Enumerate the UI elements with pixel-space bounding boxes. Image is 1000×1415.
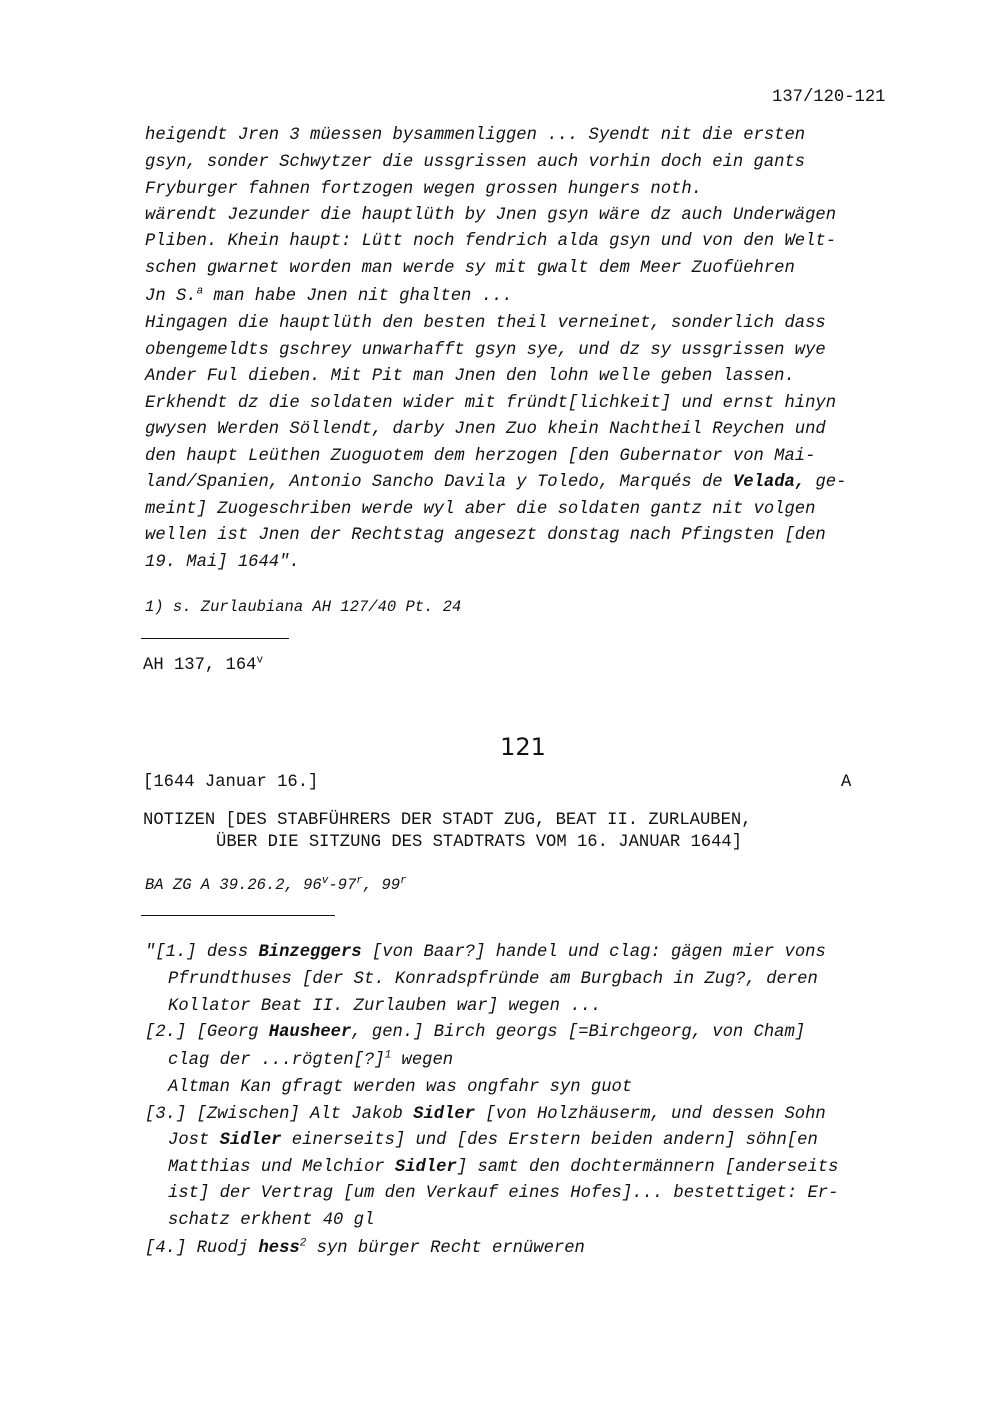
text-line: 19. Mai] 1644".	[145, 553, 300, 572]
text-line: Hingagen die hauptlüth den besten theil verneinet, sonderlich dass	[145, 314, 826, 333]
bold-name: Hausheer	[268, 1023, 352, 1042]
text-line: gwysen Werden Söllendt, darby Jnen Zuo khein Nachtheil Reychen und	[145, 420, 826, 439]
text-fragment: [4.] Ruodj	[145, 1239, 259, 1258]
text-line: gsyn, sonder Schwytzer die ussgrissen auch vorhin doch ein gants	[145, 153, 806, 172]
footnote: 1) s. Zurlaubiana AH 127/40 Pt. 24	[145, 598, 462, 616]
entry-line	[145, 1105, 826, 1125]
bold-name: Sidler	[413, 1105, 476, 1124]
text-fragment: wegen	[391, 1051, 454, 1070]
footnote-marker: 2	[299, 1237, 307, 1250]
text-line: schen gwarnet worden man werde sy mit gwalt dem Meer Zuofüehren	[145, 259, 795, 278]
entry-line: ist] der Vertrag [um den Verkauf eines Hofes]... bestettiget: Er-	[168, 1184, 839, 1203]
text-line: obengemeldts gschrey unwarhafft gsyn sye, und dz sy ussgrissen wye	[145, 341, 826, 360]
bold-name: Sidler	[219, 1131, 282, 1150]
superscript: r	[400, 874, 407, 887]
text-fragment: land/Spanien, Antonio Sancho Davila y Toledo, Marqués de	[145, 473, 723, 492]
text-fragment: Jn S.	[145, 287, 197, 306]
text-line: wärendt Jezunder die hauptlüth by Jnen gsyn wäre dz auch Underwägen	[145, 206, 837, 225]
entry-line	[168, 1158, 838, 1178]
text-fragment: syn bürger Recht ernüweren	[306, 1239, 585, 1258]
document-title-line: ÜBER DIE SITZUNG DES STADTRATS VOM 16. JANUAR 1644]	[216, 833, 743, 852]
text-fragment: [2.] [Georg	[145, 1023, 269, 1042]
document-title-line: NOTIZEN [DES STABFÜHRERS DER STADT ZUG, BEAT II. ZURLAUBEN,	[143, 811, 752, 830]
entry-line: schatz erkhent 40 gl	[168, 1211, 375, 1230]
text-line: Erkhendt dz die soldaten wider mit fründt[lichkeit] und ernst hinyn	[145, 394, 837, 413]
text-line: Fryburger fahnen fortzogen wegen grossen hungers noth.	[145, 180, 702, 199]
text-fragment: ] samt den dochtermännern [anderseits	[456, 1158, 839, 1177]
superscript: r	[356, 874, 363, 887]
entry-line	[168, 1051, 453, 1071]
text-line: heigendt Jren 3 müessen bysammenliggen ... Syendt nit die ersten	[145, 126, 806, 145]
text-fragment: [von Holzhäuserm, und dessen Sohn	[475, 1105, 826, 1124]
superscript: v	[321, 874, 329, 887]
bold-name: Sidler	[394, 1158, 457, 1177]
text-line	[145, 473, 846, 493]
text-fragment: Jost	[168, 1131, 220, 1150]
page-reference: 137/120-121	[772, 88, 886, 107]
entry-line	[145, 943, 826, 963]
text-line: meint] Zuogeschriben werde wyl aber die soldaten gantz nit volgen	[145, 500, 816, 519]
text-fragment: , gen.] Birch georgs [=Birchgeorg, von Cham]	[351, 1023, 806, 1042]
text-line: Ander Ful dieben. Mit Pit man Jnen den lohn welle geben lassen.	[145, 367, 795, 386]
text-fragment: Matthias und Melchior	[168, 1158, 395, 1177]
archive-source	[145, 875, 407, 895]
text-fragment: BA ZG A 39.26.2, 96	[145, 876, 322, 894]
separator-rule	[141, 638, 289, 639]
document-date: [1644 Januar 16.]	[143, 773, 319, 792]
entry-line: Pfrundthuses [der St. Konradspfründe am Burgbach in Zug?, deren	[168, 970, 818, 989]
text-fragment: einerseits] und [des Erstern beiden andern] söhn[en	[281, 1131, 818, 1150]
entry-line	[145, 1239, 585, 1259]
text-fragment: , 99	[362, 876, 401, 894]
bold-name: Velada,	[732, 473, 806, 492]
superscript: a	[196, 285, 204, 298]
document-number: 121	[500, 733, 546, 761]
text-fragment: man habe Jnen nit ghalten ...	[203, 287, 513, 306]
text-line: Pliben. Khein haupt: Lütt noch fendrich alda gsyn und von den Welt-	[145, 232, 837, 251]
entry-line: Kollator Beat II. Zurlauben war] wegen ...	[168, 997, 602, 1016]
superscript: v	[256, 654, 264, 667]
text-fragment: [von Baar?] handel und clag: gägen mier vons	[361, 943, 826, 962]
text-line: wellen ist Jnen der Rechtstag angesezt donstag nach Pfingsten [den	[145, 526, 826, 545]
text-fragment: clag der ...rögten[?]	[168, 1051, 385, 1070]
text-fragment: ge-	[805, 473, 847, 492]
prev-source-ref	[143, 656, 263, 676]
text-fragment: [3.] [Zwischen] Alt Jakob	[145, 1105, 414, 1124]
document-marker: A	[841, 773, 852, 792]
entry-line	[145, 1023, 805, 1043]
bold-name: Binzeggers	[258, 943, 362, 962]
text-fragment: AH 137, 164	[143, 656, 257, 675]
entry-line	[168, 1131, 818, 1151]
text-line: den haupt Leüthen Zuoguotem dem herzogen [den Gubernator von Mai-	[145, 447, 816, 466]
separator-rule	[141, 915, 335, 916]
text-fragment: "[1.] dess	[145, 943, 259, 962]
entry-line: Altman Kan gfragt werden was ongfahr syn guot	[168, 1078, 633, 1097]
bold-name: hess	[258, 1239, 300, 1258]
footnote-marker: 1	[384, 1049, 392, 1062]
text-line	[145, 287, 513, 307]
text-fragment: -97	[328, 876, 357, 894]
